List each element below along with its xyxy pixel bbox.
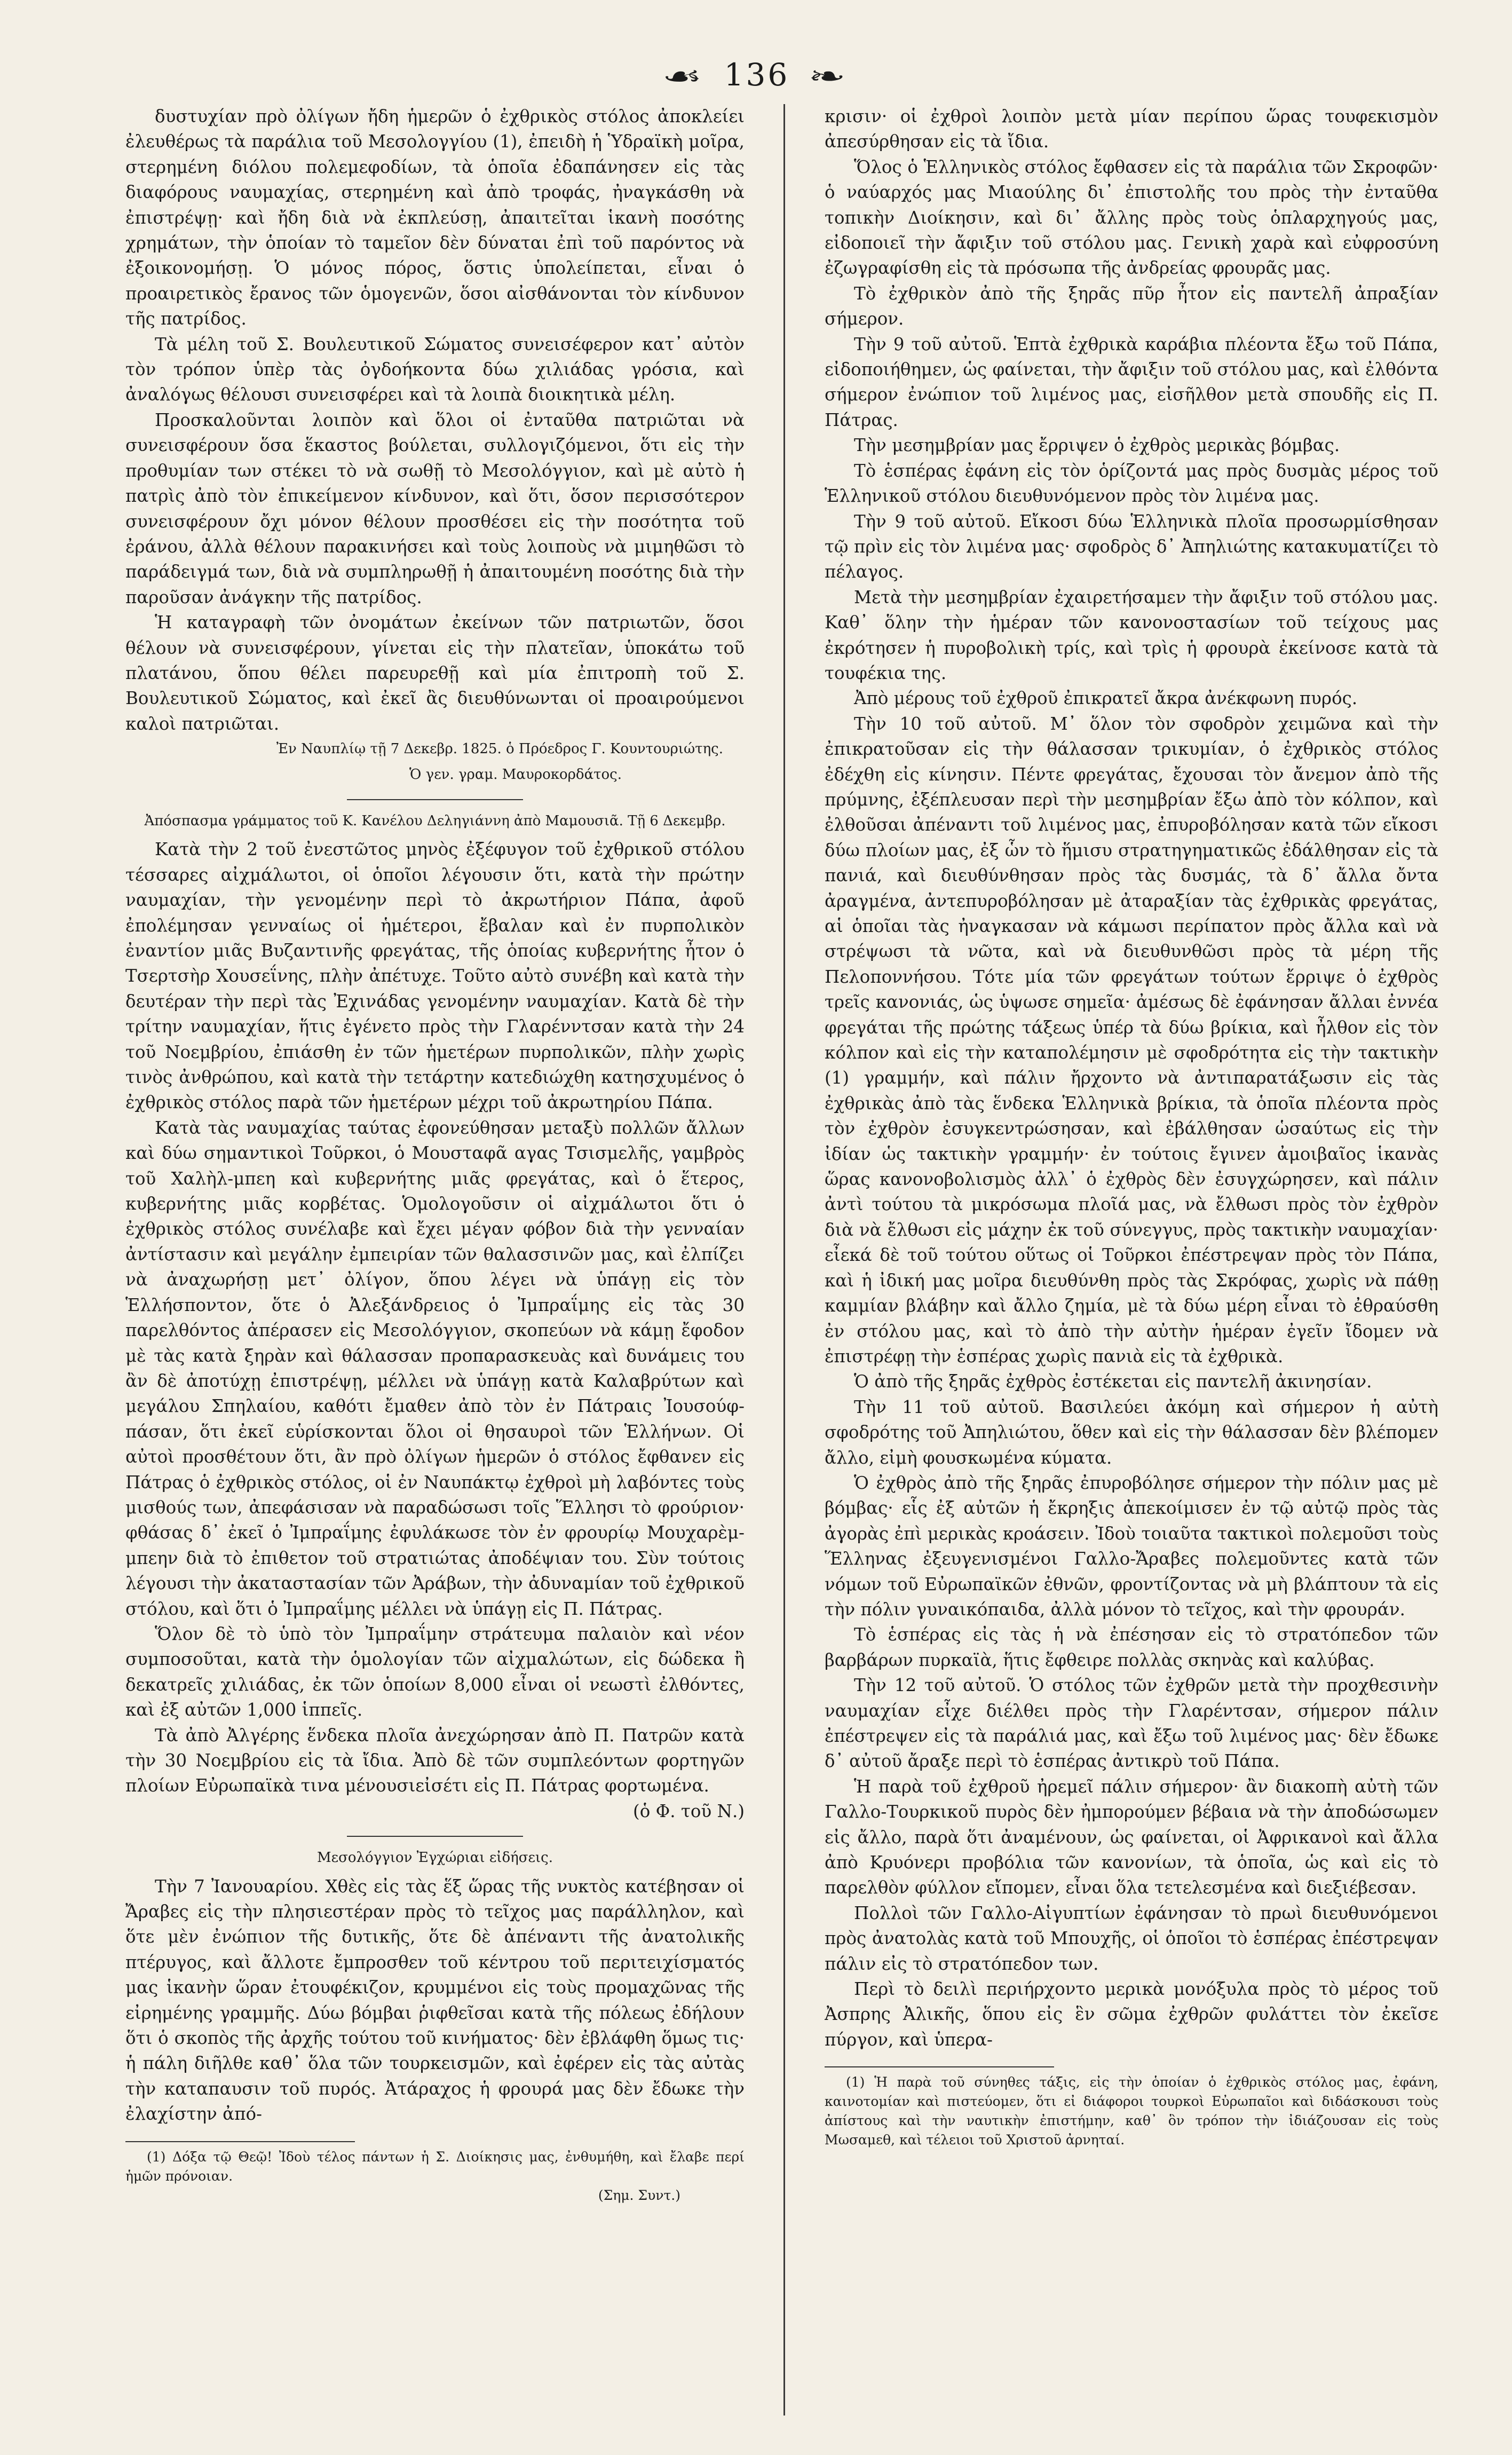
article-paragraph: Τὰ μέλη τοῦ Σ. Βουλευτικοῦ Σώματος συνεισέφερον κατ᾽ αὐτὸν τὸν τρόπον ὑπὲρ τὰς ὀγδοήκοντα δύω χιλιάδας γρόσια, καὶ ἀναλόγως θέλουσι συνεισφέρει καὶ τὰ λοιπὰ διοικητικὰ μέλη.	[125, 334, 745, 405]
article-paragraph: Ἀπὸ μέρους τοῦ ἐχθροῦ ἐπικρατεῖ ἄκρα ἀνέκφωνη πυρός.	[854, 688, 1358, 709]
ornament-right-icon: ❧	[808, 61, 850, 92]
article-paragraph: Τὸ ἐχθρικὸν ἀπὸ τῆς ξηρᾶς πῦρ ἦτον εἰς παντελῆ ἀπραξίαν σήμερον.	[825, 283, 1438, 329]
footnote-rule	[825, 2066, 1054, 2067]
article-paragraph: δυστυχίαν πρὸ ὀλίγων ἤδη ἡμερῶν ὁ ἐχθρικὸς στόλος ἀποκλείει ἐλευθέρως τὰ παράλια τοῦ Μεσολογγίου (1), ἐπειδὴ ἡ Ὑδραϊκὴ μοῖρα, στερημένη διόλου πολεμεφοδίων, τὰ ὁποῖα ἐδαπάνησεν εἰς τὰς διαφόρους ναυμαχίας, στερημένη καὶ ἀπὸ τροφάς, ἠναγκάσθη νὰ ἐπιστρέψῃ· καὶ ἤδη διὰ νὰ ἐκπλεύσῃ, ἀπαιτεῖται ἱκανὴ ποσότης χρημάτων, τὴν ὁποίαν τὸ ταμεῖον δὲν δύναται ἐπὶ τοῦ παρόντος νὰ ἐξοικονομήσῃ. Ὁ μόνος πόρος, ὅστις ὑπολείπεται, εἶναι ὁ προαιρετικὸς ἔρανος τῶν ὁμογενῶν, ὅσοι αἰσθάνονται τὸν κίνδυνον τῆς πατρίδος.	[125, 106, 745, 329]
page-number: 136	[724, 57, 790, 93]
article-paragraph: Τὴν 11 τοῦ αὐτοῦ. Βασιλεύει ἀκόμη καὶ σήμερον ἡ αὐτὴ σφοδρότης τοῦ Ἀπηλιώτου, ὅθεν καὶ εἰς τὴν θάλασσαν δὲν βλέπομεν ἄλλο, εἰμὴ φουσκωμένα κύματα.	[825, 1396, 1438, 1468]
footnote: (1) Ἡ παρὰ τοῦ σύνηθες τάξις, εἰς τὴν ὁποίαν ὁ ἐχθρικὸς στόλος μας, ἐφάνη, καινοτομίαν καὶ πιστεύομεν, ὅτι εἰ διάφοροι τουρκοὶ Εὐρωπαῖοι καὶ διδάσκουσι τοὺς ἀπίστους καὶ τὴν ναυτικὴν ἐπιστήμην, καθ᾽ ὃν τρόπον τὴν ἰδιάζουσαν εἰς τοὺς Μωσαμεθ, καὶ τέλειοι τοῦ Χριστοῦ ἀρνηταί.	[825, 2074, 1438, 2148]
article-paragraph: Τὴν μεσημβρίαν μας ἔρριψεν ὁ ἐχθρὸς μερικὰς βόμβας.	[854, 435, 1340, 456]
article-paragraph: Τὰ ἀπὸ Ἀλγέρης ἕνδεκα πλοῖα ἀνεχώρησαν ἀπὸ Π. Πατρῶν κατὰ τὴν 30 Νοεμβρίου εἰς τὰ ἴδια. Ἀπὸ δὲ τῶν συμπλεόντων φορτηγῶν πλοίων Εὐρωπαϊκὰ τινα μένουσιεἰσέτι εἰς Π. Πάτρας φορτωμένα.	[125, 1725, 745, 1796]
article-paragraph: Ἡ καταγραφὴ τῶν ὀνομάτων ἐκείνων τῶν πατριωτῶν, ὅσοι θέλουν νὰ συνεισφέρουν, γίνεται εἰς τὴν πλατεῖαν, ὑποκάτω τοῦ πλατάνου, ὅπου θέλει παρευρεθῇ καὶ μία ἐπιτροπὴ τοῦ Σ. Βουλευτικοῦ Σώματος, καὶ ἐκεῖ ἂς διευθύνωνται οἱ προαιρούμενοι καλοὶ πατριῶται.	[125, 612, 745, 734]
letter-heading: Ἀπόσπασμα γράμματος τοῦ Κ. Κανέλου Δεληγιάννη ἀπὸ Μαμουσιᾶ. Τῇ 6 Δεκεμβρ.	[144, 812, 726, 829]
signature-secretary: Ὁ γεν. γραμ. Μαυροκορδάτος.	[409, 766, 622, 783]
section-divider	[347, 1836, 523, 1837]
left-column	[125, 104, 745, 2415]
article-paragraph: Τὴν 10 τοῦ αὐτοῦ. Μ᾽ ὅλον τὸν σφοδρὸν χειμῶνα καὶ τὴν ἐπικρατοῦσαν εἰς τὴν θάλασσαν τρικυμίαν, ὁ ἐχθρικὸς στόλος ἐδέχθη εἰς κίνησιν. Πέντε φρεγάτας, ἔχουσαι τὸν ἄνεμον ἀπὸ τῆς πρύμνης, ἐξέπλευσαν περὶ τὴν μεσημβρίαν ἔξω ἀπὸ τὸν κόλπον, καὶ ἐλθοῦσαι ἀπέναντι τοῦ λιμένος μας, ἐπυροβόλησαν κατὰ τῶν εἴκοσι δύω πλοίων μας, ἐξ ὧν τὸ ἥμισυ στρατηγηματικῶς ἐδάλθησαν εἰς τὰ πανιά, καὶ διευθύνθησαν πρὸς τὰς δυσμάς, τὰ δ᾽ ἄλλα ὄντα ἀραγμένα, ἀντεπυροβόλησαν μὲ ἀταραξίαν τὰς ἐχθρικὰς φρεγάτας, αἱ ὁποῖαι τὰς ἠναγκασαν νὰ κάμωσι περίπατον πρὸς ἄλλα καὶ νὰ στρέψωσι τὰ νῶτα, καὶ νὰ διευθυνθῶσι πρὸς τὰ μέρη τῆς Πελοποννήσου. Τότε μία τῶν φρεγάτων τούτων ἔρριψε ὁ ἐχθρὸς τρεῖς κανονιάς, ὡς ὑψωσε σημεῖα· ἀμέσως δὲ ἐφάνησαν ἄλλαι ἐννέα φρεγάται τῆς πρώτης τάξεως ὑπέρ τὰ δύω βρίκια, καὶ ἦλθον εἰς τὸν κόλπον καὶ εἰς τὴν καταπολέμησιν μὲ σφοδρότητα εἰς τὴν τακτικὴν (1) γραμμήν, καὶ πάλιν ἤρχοντο νὰ ἀντιπαρατάξωσιν εἰς τὰς ἐχθρικὰς ἀπὸ τὰς ἕνδεκα Ἑλληνικὰ βρίκια, τὰ ὁποῖα πλέοντα πρὸς τὸν ἐχθρὸν ἐσυγκεντρώσησαν, καὶ ἐβάλθησαν ὡσαύτως εἰς τὴν ἰδίαν ὡς τακτικὴν γραμμήν· ἐν τούτοις ἔγινεν ἀμοιβαῖος ἱκανὰς ὥρας κανονοβολισμὸς ἀλλ᾽ ὁ ἐχθρὸς δὲν ἐσυγχώρησεν, καὶ πάλιν ἀντὶ τούτου τὰ μικρόσωμα πλοῖά μας, νὰ ἔλθωσι πρὸς τὸν ἐχθρὸν διὰ νὰ ἔλθωσι εἰς μάχην ἐκ τοῦ σύνεγγυς, πρὸς τακτικὴν ναυμαχίαν· εἶεκά δὲ τοῦ τούτου οὕτως οἱ Τοῦρκοι ἐπέστρεψαν πρὸς τὸν Πάπα, καὶ ἡ ἰδική μας μοῖρα διευθύνθη πρὸς τὰς Σκρόφας, χωρὶς νὰ πάθῃ καμμίαν βλάβην καὶ ἄλλο ζημία, μὲ τὰ δύω μέρη εἶναι τὸ ἐθραύσθη ἐν στόλου μας, καὶ τὸ ἀπὸ τὴν αὐτὴν ἡμέραν ἐγεῖν ἴδομεν νὰ ἐπιστρέφῃ τὴν ἑσπέρας χωρὶς πανιὰ εἰς τὰ ἐχθρικὰ.	[825, 713, 1438, 1367]
article-paragraph: Τὴν 12 τοῦ αὐτοῦ. Ὁ στόλος τῶν ἐχθρῶν μετὰ τὴν προχθεσινὴν ναυμαχίαν εἶχε διέλθει πρὸς τὴν Γλαρέντσαν, σήμερον πάλιν ἐπέστρεψεν εἰς τὰ παράλιά μας, καὶ ἔξω τοῦ λιμένος μας· δὲν ἔδωκε δ᾽ αὐτοῦ ἄραξε περὶ τὸ ἑσπέρας ἀντικρὺ τοῦ Πάπα.	[825, 1675, 1438, 1772]
article-paragraph: Ὅλος ὁ Ἑλληνικὸς στόλος ἔφθασεν εἰς τὰ παράλια τῶν Σκροφῶν· ὁ ναύαρχός μας Μιαούλης δι᾽ ἐπιστολῆς του πρὸς τὴν ἐνταῦθα τοπικὴν Διοίκησιν, καὶ δι᾽ ἄλλης πρὸς τοὺς ὁπλαρχηγούς μας, εἰδοποιεῖ τὴν ἄφιξιν τοῦ στόλου μας. Γενικὴ χαρὰ καὶ εὐφροσύνη ἐζωγραφίσθη εἰς τὰ πρόσωπα τῆς ἀνδρείας φρουρᾶς μας.	[825, 156, 1438, 279]
article-paragraph: Τὴν 9 τοῦ αὐτοῦ. Ἑπτὰ ἐχθρικὰ καράβια πλέοντα ἔξω τοῦ Πάπα, εἰδοποιήθημεν, ὡς φαίνεται, τὴν ἄφιξιν τοῦ στόλου μας, καὶ ἐλθόντα σήμερον ἐνώπιον τοῦ λιμένος μας, εἰσῆλθον μετὰ σπουδῆς εἰς Π. Πάτρας.	[825, 334, 1438, 430]
ornament-left-icon: ☙	[662, 61, 707, 92]
article-paragraph: Τὴν 9 τοῦ αὐτοῦ. Εἴκοσι δύω Ἑλληνικὰ πλοῖα προσωρμίσθησαν τῷ πρὶν εἰς τὸν λιμένα μας· σφοδρὸς δ᾽ Ἀπηλιώτης κατακυματίζει τὸ πέλαγος.	[825, 511, 1438, 582]
footnote-signature: (Σημ. Συντ.)	[598, 2187, 680, 2203]
article-paragraph: κρισιν· οἱ ἐχθροὶ λοιπὸν μετὰ μίαν περίπου ὥρας τουφεκισμὸν ἀπεσύρθησαν εἰς τὰ ἴδια.	[825, 106, 1438, 152]
section-heading: Μεσολόγγιον Ἐγχώριαι εἰδήσεις.	[317, 1850, 553, 1866]
article-paragraph: Κατὰ τὴν 2 τοῦ ἐνεστῶτος μηνὸς ἐξέφυγον τοῦ ἐχθρικοῦ στόλου τέσσαρες αἰχμάλωτοι, οἱ ὁποῖοι λέγουσιν ὅτι, κατὰ τὴν πρώτην ναυμαχίαν, τὴν γενομένην περὶ τὸ ἀκρωτήριον Πάπα, ἀφοῦ ἐπολέμησαν γενναίως οἱ ἡμέτεροι, ἔβαλαν καὶ ἐν πυρπολικὸν ἐναντίον μιᾶς Βυζαντινῆς φρεγάτας, τῆς ὁποίας κυβερνήτης ἦτον ὁ Τσερτσὴρ Χουσεΐνης, πλὴν ἀπέτυχε. Τοῦτο αὐτὸ συνέβη καὶ κατὰ τὴν δευτέραν τὴν περὶ τὰς Ἐχινάδας γενομένην ναυμαχίαν. Κατὰ δὲ τὴν τρίτην ναυμαχίαν, ἥτις ἐγένετο πρὸς τὴν Γλαρένντσαν κατὰ τὴν 24 τοῦ Νοεμβρίου, ἐπιάσθη ἐν τῶν ἡμετέρων πυρπολικῶν, πλὴν χωρὶς τινὸς ἀνθρώπου, καὶ κατὰ τὴν τετάρτην κατεδιώχθη κατησχυμένος ὁ ἐχθρικὸς στόλος παρὰ τῶν ἡμετέρων μέχρι τοῦ ἀκρωτηρίου Πάπα.	[125, 839, 745, 1113]
article-paragraph: Μετὰ τὴν μεσημβρίαν ἐχαιρετήσαμεν τὴν ἄφιξιν τοῦ στόλου μας. Καθ᾽ ὅλην τὴν ἡμέραν τῶν κανονοστασίων τοῦ τείχους μας ἐκρότησεν ἡ πυροβολικὴ τρίς, καὶ τρὶς ἡ φρουρὰ ἐκείνοσε κατὰ τὰ τουφέκια της.	[825, 587, 1438, 683]
article-paragraph: Ὁ ἀπὸ τῆς ξηρᾶς ἐχθρὸς ἐστέκεται εἰς παντελῆ ἀκινησίαν.	[854, 1371, 1372, 1392]
section-divider	[347, 799, 523, 800]
footnote-rule	[125, 2141, 355, 2142]
article-paragraph: Προσκαλοῦνται λοιπὸν καὶ ὅλοι οἱ ἐνταῦθα πατριῶται νὰ συνεισφέρουν ὅσα ἕκαστος βούλεται, συλλογιζόμενοι, ὅτι εἰς τὴν προθυμίαν των στέκει τὸ νὰ σωθῇ τὸ Μεσολόγγιον, καὶ μὲ αὐτὸ ἡ πατρὶς ἀπὸ τὸν ἐπικείμενον κίνδυνον, καὶ ὅτι, ὅσον περισσότερον συνεισφέρουν ὄχι μόνον θέλουν προσθέσει εἰς τὴν ποσότητα τοῦ ἐράνου, ἀλλὰ θέλουν παρακινήσει καὶ τοὺς λοιποὺς νὰ μιμηθῶσι τὸ παράδειγμά των, διὰ νὰ συμπληρωθῇ ἡ ἀπαιτουμένη ποσότης διὰ τὴν παροῦσαν ἀνάγκην τῆς πατρίδος.	[125, 409, 745, 607]
article-paragraph: Περὶ τὸ δειλὶ περιήρχοντο μερικὰ μονόξυλα πρὸς τὸ μέρος τοῦ Ἀσπρης Ἀλικῆς, ὅπου εἰς ἓν σῶμα ἐχθρῶν φυλάττει τὸν ἐκεῖσε πύργον, καὶ ὑπερα-	[825, 1979, 1438, 2050]
article-paragraph: Ἡ παρὰ τοῦ ἐχθροῦ ἠρεμεῖ πάλιν σήμερον· ἂν διακοπὴ αὐτὴ τῶν Γαλλο-Τουρκικοῦ πυρὸς δὲν ἠμπορούμεν βέβαια νὰ τὴν ἀποδώσωμεν εἰς ἄλλο, παρὰ ὅτι ἀναμένουν, ὡς φαίνεται, οἱ Ἀφρικανοὶ καὶ ἄλλα ἀπὸ Κρυόνερι προβόλια τῶν κανονίων, τὰ ὁποῖα, ὡς καὶ εἰς τὸ παρελθὸν φύλλον εἴπομεν, εἶναι ὅλα τετελεσμένα καὶ διεξιέβεσαν.	[825, 1776, 1438, 1898]
source-signature: (ὁ Φ. τοῦ Ν.)	[633, 1801, 745, 1821]
article-paragraph: Ὅλον δὲ τὸ ὑπὸ τὸν Ἰμπραΐμην στράτευμα παλαιὸν καὶ νέον συμποσοῦται, κατὰ τὴν ὁμολογίαν τῶν αἰχμαλώτων, εἰς δώδεκα ἢ δεκατρεῖς χιλιάδας, ἐκ τῶν ὁποίων 8,000 εἶναι οἱ νεωστὶ ἐλθόντες, καὶ ἐξ αὐτῶν 1,000 ἱππεῖς.	[125, 1623, 745, 1720]
article-paragraph: Τὸ ἑσπέρας εἰς τὰς ἡ νὰ ἐπέσησαν εἰς τὸ στρατόπεδον τῶν βαρβάρων πυρκαϊὰ, ἥτις ἔφθειρε πολλὰς σκηνὰς καὶ καλύβας.	[825, 1624, 1438, 1670]
article-paragraph: Ὁ ἐχθρὸς ἀπὸ τῆς ξηρᾶς ἐπυροβόλησε σήμερον τὴν πόλιν μας μὲ βόμβας· εἷς ἐξ αὐτῶν ἡ ἔκρηξις ἀπεκοίμισεν ἐν τῷ αὐτῷ πρὸς τὰς ἀγορὰς ἐπὶ μερικὰς κροάσειν. Ἰδοὺ τοιαῦτα τακτικοὶ πολεμοῦσι τοὺς Ἕλληνας ἐξευγενισμένοι Γαλλο-Ἄραβες πολεμοῦντες κατὰ τῶν νόμων τοῦ Εὐρωπαϊκῶν ἐθνῶν, φροντίζοντας νὰ μὴ βλάπτουν τὰ εἰς τὴν πόλιν γυναικόπαιδα, ἀλλὰ μόνον τὸ τεῖχος, καὶ τὴν φρουράν.	[825, 1472, 1438, 1620]
right-column	[825, 104, 1438, 2415]
article-paragraph: Πολλοὶ τῶν Γαλλο-Αἰγυπτίων ἐφάνησαν τὸ πρωὶ διευθυνόμενοι πρὸς ἀνατολὰς κατὰ τοῦ Μπουχῆς, οἱ ὁποῖοι τὸ ἑσπέρας ἐπέστρεψαν πάλιν εἰς τὸ στρατόπεδον των.	[825, 1903, 1438, 1974]
signature-president: Ἐν Ναυπλίῳ τῇ 7 Δεκεβρ. 1825. ὁ Πρόεδρος Γ. Κουντουριώτης.	[276, 741, 723, 757]
article-paragraph: Κατὰ τὰς ναυμαχίας ταύτας ἐφονεύθησαν μεταξὺ πολλῶν ἄλλων καὶ δύω σημαντικοὶ Τοῦρκοι, ὁ Μουσταφᾶ αγας Τσισμελῆς, γαμβρὸς τοῦ Χαλὴλ-μπεη καὶ κυβερνήτης μιᾶς φρεγάτας, καὶ ὁ ἕτερος, κυβερνήτης μιᾶς κορβέτας. Ὁμολογοῦσιν οἱ αἰχμάλωτοι ὅτι ὁ ἐχθρικὸς στόλος συνέλαβε καὶ ἔχει μέγαν φόβον διὰ τὴν γενναίαν ἀντίστασιν καὶ μεγάλην ἐμπειρίαν τῶν θαλασσινῶν μας, καὶ ἐλπίζει νὰ ἀναχωρήσῃ μετ᾽ ὀλίγον, ὅπου λέγει νὰ ὑπάγῃ εἰς τὸν Ἑλλήσποντον, ὅτε ὁ Ἀλεξάνδρειος ὁ Ἰμπραΐμης εἰς τὰς 30 παρελθόντος ἀπέρασεν εἰς Μεσολόγγιον, σκοπεύων νὰ κάμῃ ἔφοδον μὲ τὰς κατὰ ξηρὰν καὶ θάλασσαν προπαρασκευὰς καὶ δυνάμεις του ἂν δὲ ἀποτύχῃ ἐπιστρέψῃ, μέλλει νὰ ὑπάγῃ κατὰ Καλαβρύτων καὶ μεγάλου Σπηλαίου, καθότι ἔμαθεν ἀπὸ τὸν ἐν Πάτραις Ἰουσούφ-πάσαν, ὅτι ἐκεῖ εὑρίσκονται ὅλοι οἱ θησαυροὶ τῶν Ἑλλήνων. Οἱ αὐτοὶ προσθέτουν ὅτι, ἂν πρὸ ὀλίγων ἡμερῶν ὁ στόλος ἔφθανεν εἰς Πάτρας ὁ ἐχθρικὸς στόλος, οἱ ἐν Ναυπάκτῳ ἐχθροὶ μὴ λαβόντες τοὺς μισθούς των, ἀπεφάσισαν νὰ παραδώσωσι τοῖς Ἕλλησι τὸ φρούριον· φθάσας δ᾽ ἐκεῖ ὁ Ἰμπραΐμης ἐφυλάκωσε τὸν ἐν φρουρίῳ Μουχαρὲμ-μπεην διὰ τὸ ἐπιθετον τοῦ στρατιώτας ἀποδέψιαν του. Σὺν τούτοις λέγουσι τὴν ἀκαταστασίαν τῶν Ἀράβων, τὴν ἀδυναμίαν τοῦ ἐχθρικοῦ στόλου, καὶ ὅτι ὁ Ἰμπραΐμης μέλλει νὰ ὑπάγῃ εἰς Π. Πάτρας.	[125, 1117, 745, 1619]
footnote: (1) Δόξα τῷ Θεῷ! Ἰδοὺ τέλος πάντων ἡ Σ. Διοίκησις μας, ἐνθυμήθη, καὶ ἔλαβε περί ἡμῶν πρόνοιαν.	[125, 2149, 745, 2184]
article-paragraph: Τὴν 7 Ἰανουαρίου. Χθὲς εἰς τὰς ἕξ ὥρας τῆς νυκτὸς κατέβησαν οἱ Ἄραβες εἰς τὴν πλησιεστέραν πρὸς τὸ τεῖχος μας παράλληλον, καὶ ὅτε μὲν ἐνώπιον τῆς δυτικῆς, ὅτε δὲ ἀπέναντι τῆς ἀνατολικῆς πτέρυγος, καὶ ἄλλοτε ἔμπροσθεν τοῦ κέντρου τοῦ περιτειχίσματός μας ἱκανὴν ὥραν ἐτουφέκιζον, κρυμμένοι εἰς τοὺς προμαχῶνας τῆς εἰρημένης γραμμῆς. Δύω βόμβαι ῥιφθεῖσαι κατὰ τῆς πόλεως ἐδήλουν ὅτι ὁ σκοπὸς τῆς ἀρχῆς τούτου τοῦ κινήματος· δὲν ἐβλάφθη ὅμως τις· ἡ πάλη διῆλθε καθ᾽ ὅλα τῶν τουρκεισμῶν, καὶ ἐφέρεν εἰς τὰς αὐτὰς τὴν καταπαυσιν τοῦ πυρός. Ἀτάραχος ἡ φρουρά μας δὲν ἔδωκε τὴν ἐλαχίστην ἀπό-	[125, 1876, 745, 2125]
column-rule	[783, 104, 785, 2415]
page-header	[0, 51, 1512, 99]
article-paragraph: Τὸ ἑσπέρας ἐφάνη εἰς τὸν ὁρίζοντά μας πρὸς δυσμὰς μέρος τοῦ Ἑλληνικοῦ στόλου διευθυνόμενον πρὸς τὸν λιμένα μας.	[825, 460, 1438, 507]
